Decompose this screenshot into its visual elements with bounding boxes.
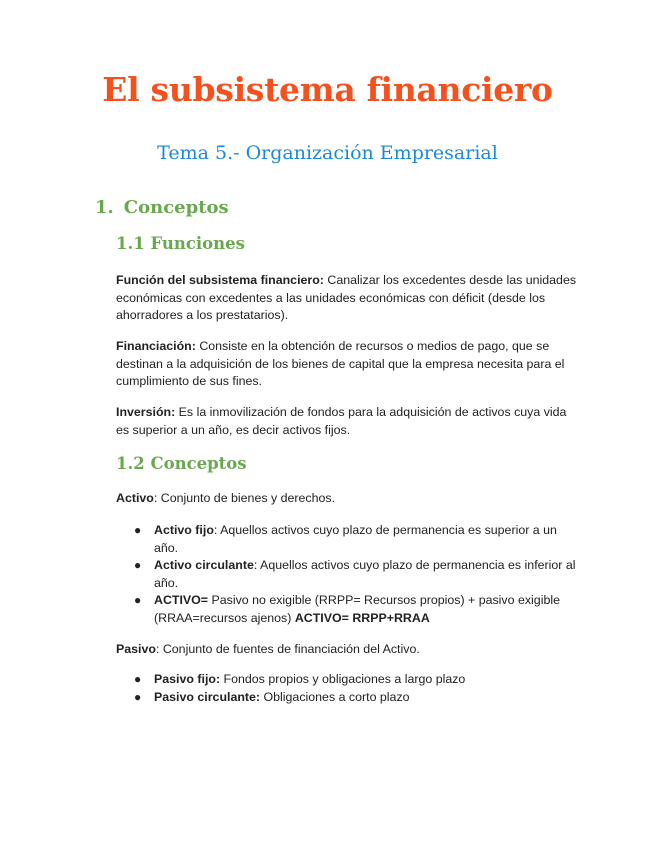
definition-financiacion: Consiste en la obtención de recursos o medios de pago, que se destinan a la adquisición de los bienes de capital que la empresa necesita para el cumplimiento de sus fines. <box>116 339 565 388</box>
paragraph-activo <box>116 490 582 508</box>
term-funcion: Función del subsistema financiero: <box>116 273 324 287</box>
term-activo-circulante: Activo circulante <box>154 558 254 572</box>
term-pasivo-circulante: Pasivo circulante: <box>154 689 261 704</box>
definition-pasivo: : Conjunto de fuentes de financiación del Activo. <box>155 642 420 656</box>
list-item <box>116 689 582 707</box>
bullet-icon: ● <box>134 689 142 704</box>
bullet-icon: ● <box>134 558 142 572</box>
definition-pasivo-circulante: Obligaciones a corto plazo <box>260 689 410 704</box>
definition-inversion: Es la inmovilización de fondos para la adquisición de activos cuya vida es superior a un año, es decir activos fijos. <box>116 405 567 437</box>
term-pasivo-fijo: Pasivo fijo: <box>154 672 221 686</box>
section-heading-conceptos <box>95 197 229 218</box>
list-item <box>116 592 582 627</box>
section-heading-text: Conceptos <box>123 197 229 218</box>
term-inversion: Inversión: <box>116 405 176 419</box>
formula-activo: ACTIVO= RRPP+RRAA <box>294 610 430 625</box>
term-activo-fijo: Activo fijo <box>154 523 214 537</box>
activo-list <box>116 522 582 627</box>
definition-activo-ecuacion: Pasivo no exigible (RRPP= Recursos propios) + pasivo exigible (RRAA=recursos ajenos) <box>154 593 560 625</box>
definition-activo: : Conjunto de bienes y derechos. <box>153 491 336 505</box>
pasivo-list <box>116 671 582 706</box>
term-financiacion: Financiación: <box>116 339 196 353</box>
bullet-icon: ● <box>134 593 142 607</box>
list-item <box>116 557 582 592</box>
list-item <box>116 522 582 557</box>
subsection-heading-conceptos: 1.2 Conceptos <box>116 454 247 473</box>
document-title: El subsistema financiero <box>102 70 553 109</box>
paragraph-funcion <box>116 272 582 325</box>
term-activo-ecuacion: ACTIVO= <box>154 593 209 607</box>
definition-activo-fijo: : Aquellos activos cuyo plazo de permanencia es superior a un año. <box>154 523 557 555</box>
definition-activo-circulante: : Aquellos activos cuyo plazo de permanencia es inferior al año. <box>154 558 576 590</box>
paragraph-pasivo <box>116 641 582 659</box>
subsection-heading-funciones: 1.1 Funciones <box>116 234 245 253</box>
paragraph-financiacion <box>116 338 582 391</box>
definition-pasivo-fijo: Fondos propios y obligaciones a largo plazo <box>220 672 466 686</box>
term-activo: Activo <box>116 491 154 505</box>
definition-funcion: Canalizar los excedentes desde las unidades económicas con excedentes a las unidades económicas con déficit (desde los ahorradores a los prestatarios). <box>116 273 577 322</box>
document-subtitle: Tema 5.- Organización Empresarial <box>157 142 498 164</box>
section-number: 1. <box>95 197 114 218</box>
bullet-icon: ● <box>134 672 142 686</box>
list-item <box>116 671 582 689</box>
term-pasivo: Pasivo <box>116 642 156 656</box>
bullet-icon: ● <box>134 523 142 537</box>
paragraph-inversion <box>116 404 582 439</box>
